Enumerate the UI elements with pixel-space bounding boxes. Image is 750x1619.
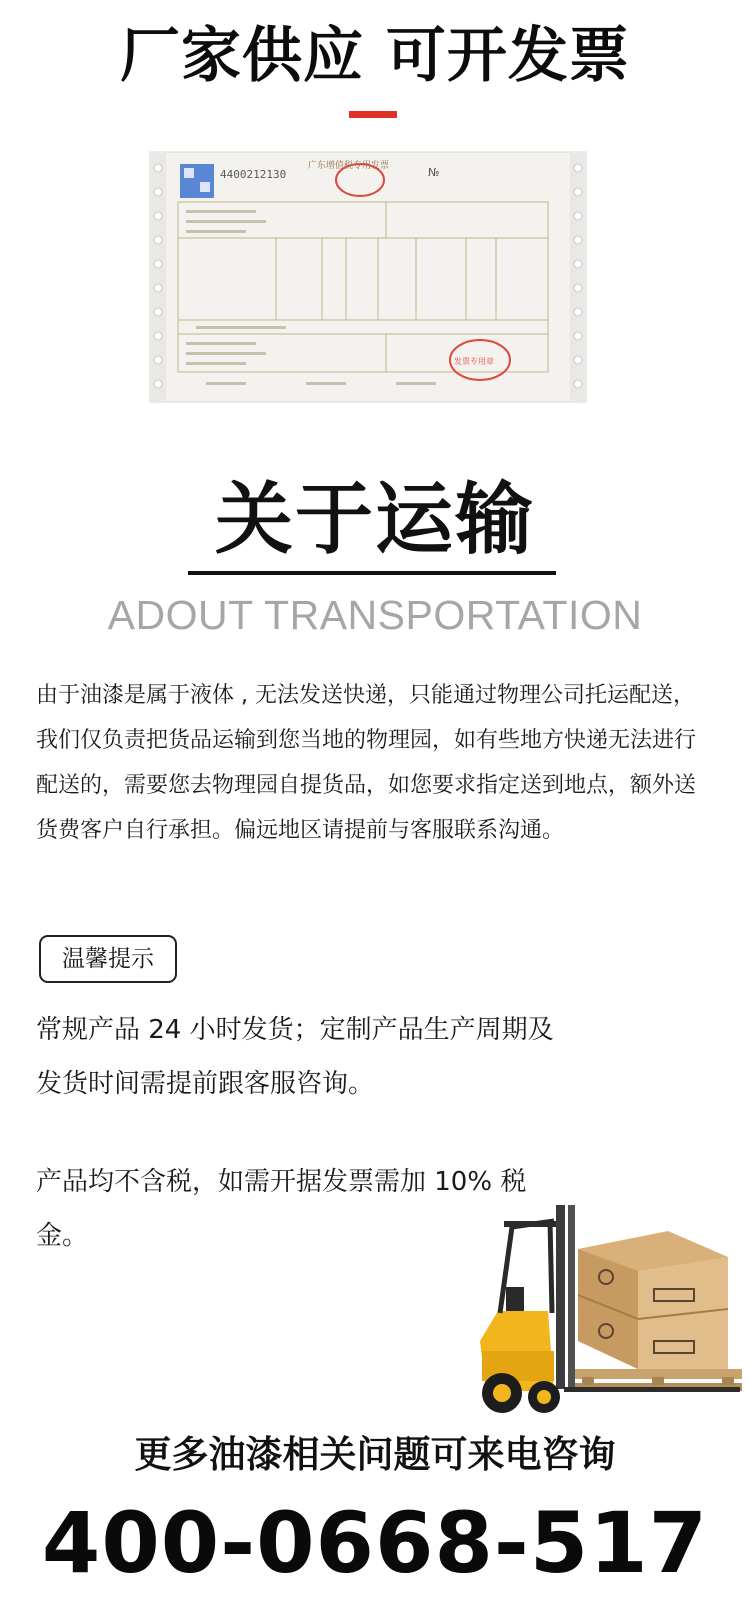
invoice-heading: 广东增值税专用发票 [308,161,390,171]
page-title: 厂家供应 可开发票 [120,21,630,91]
consult-text: 更多油漆相关问题可来电咨询 [134,1433,616,1476]
tip-shipping-text: 常规产品 24 小时发货；定制产品生产周期及发货时间需提前跟客服咨询。 [36,1015,554,1099]
title-accent-bar [349,111,397,118]
phone-number[interactable]: 400-0668-517 [41,1494,709,1592]
tip-tax-text: 产品均不含税，如需开据发票需加 10% 税金。 [36,1167,527,1251]
invoice-image [146,148,590,406]
section-underline [188,571,556,575]
invoice-no-mark: № [428,166,440,179]
forklift-with-boxes-icon [478,1191,746,1419]
transport-paragraph: 由于油漆是属于液体 , 无法发送快递，只能通过物理公司托运配送，我们仅负责把货品运输到您当地的物理园，如有些地方快递无法进行配送的，需要您去物理园自提货品，如您要求指定送到地点，额外送货费客户自行承担。偏远地区请提前与客服联系沟通。 [36,683,697,843]
tip-badge: 温馨提示 [39,935,177,983]
section-subtitle: ADOUT TRANSPORTATION [107,592,643,638]
invoice-stamp-text: 发票专用章 [454,357,494,366]
invoice-number: 4400212130 [220,168,287,181]
section-title: 关于运输 [214,475,535,565]
